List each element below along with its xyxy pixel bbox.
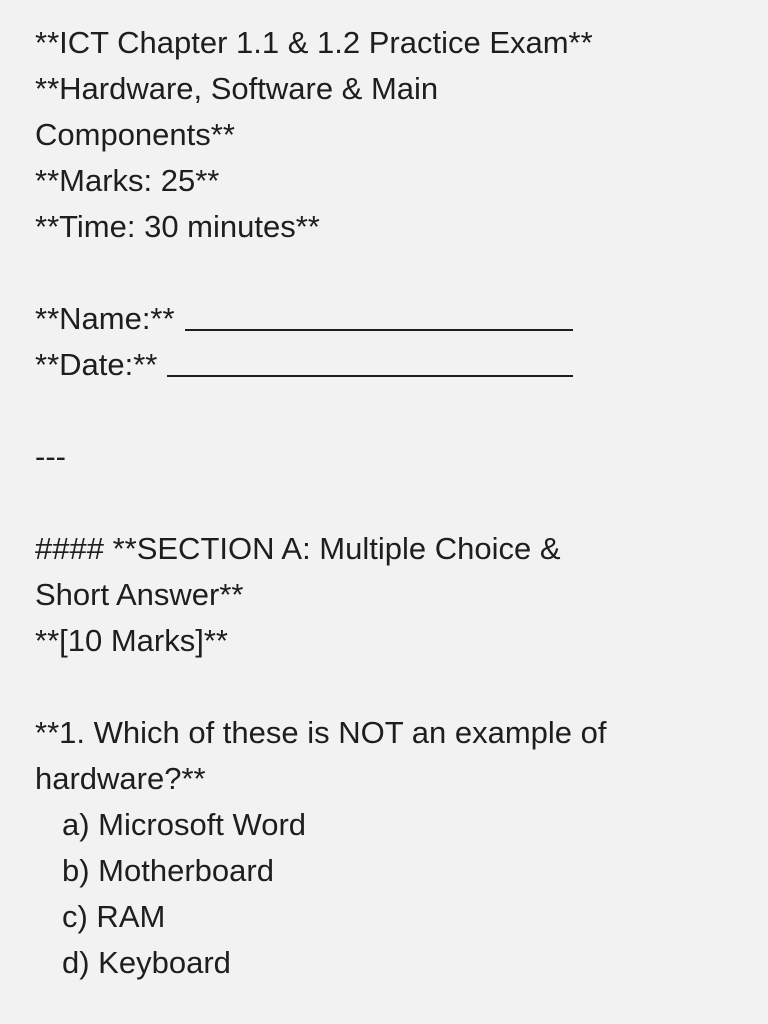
spacer bbox=[35, 388, 735, 434]
name-blank-line[interactable] bbox=[185, 305, 573, 331]
date-blank-line[interactable] bbox=[167, 351, 573, 377]
exam-document bbox=[35, 20, 735, 986]
section-a-heading-line-2: Short Answer** bbox=[35, 577, 244, 612]
exam-time: **Time: 30 minutes** bbox=[35, 209, 320, 244]
exam-marks: **Marks: 25** bbox=[35, 163, 220, 198]
horizontal-rule-markdown: --- bbox=[35, 439, 66, 474]
date-label: **Date:** bbox=[35, 347, 158, 382]
section-a-marks: **[10 Marks]** bbox=[35, 623, 228, 658]
spacer bbox=[35, 480, 735, 526]
exam-subtitle-line-1: **Hardware, Software & Main bbox=[35, 71, 439, 106]
exam-subtitle-line-2: Components** bbox=[35, 117, 235, 152]
question-1-text-line-1: **1. Which of these is NOT an example of bbox=[35, 715, 607, 750]
date-field bbox=[35, 342, 735, 388]
spacer bbox=[35, 664, 735, 710]
question-1-option-b: b) Motherboard bbox=[62, 853, 274, 888]
name-field bbox=[35, 296, 735, 342]
question-1-option-c: c) RAM bbox=[62, 899, 166, 934]
section-a-heading-line-1: #### **SECTION A: Multiple Choice & bbox=[35, 531, 561, 566]
question-1-option-d: d) Keyboard bbox=[62, 945, 231, 980]
name-label: **Name:** bbox=[35, 301, 175, 336]
exam-title: **ICT Chapter 1.1 & 1.2 Practice Exam** bbox=[35, 25, 593, 60]
question-1-text-line-2: hardware?** bbox=[35, 761, 206, 796]
spacer bbox=[35, 250, 735, 296]
question-1-option-a: a) Microsoft Word bbox=[62, 807, 307, 842]
